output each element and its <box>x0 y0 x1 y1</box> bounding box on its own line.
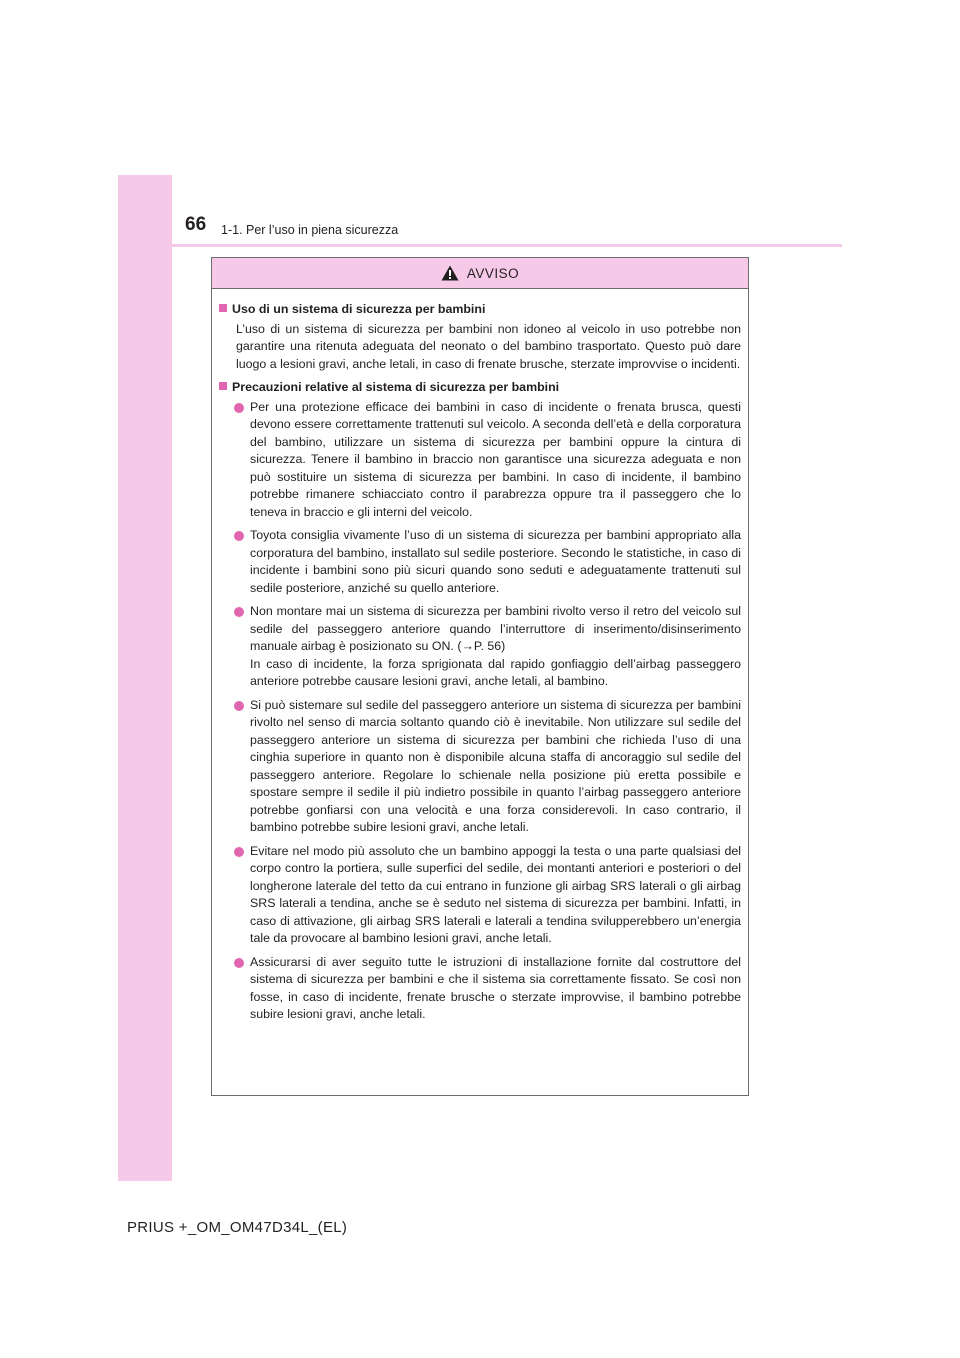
bullet-item <box>219 954 741 1024</box>
bullet-text: Per una protezione efficace dei bambini in caso di incidente o frenata brusca, questi devono essere correttamente trattenuti sul veicolo. A seconda dell’età e della corporatura del bambino, utilizzare un sistema di sicurezza per bambini oppure la cintura di sicurezza. Tenere il bambino in braccio non garantisce una sicurezza adeguata e non può sostituire un sistema di sicurezza per bambini. In caso di incidente, il bambino potrebbe rimanere schiacciato contro il parabrezza oppure tra il passeggero che lo teneva in braccio e gli interni del veicolo. <box>250 399 741 519</box>
bullet-item <box>219 527 741 597</box>
warning-body <box>212 289 748 1024</box>
section-heading <box>219 379 741 397</box>
bullet-text: Evitare nel modo più assoluto che un bambino appoggi la testa o una parte qualsiasi del corpo contro la portiera, sulle superfici del sedile, dei montanti anteriori e posteriori o del longherone laterale del tetto da cui entrano in funzione gli airbag SRS laterali o gli airbag SRS laterali a tendina, anche se è seduto nel sistema di sicurezza per bambini. Infatti, in caso di attivazione, gli airbag SRS laterali e laterali a tendina svilupperebbero un’energia tale da provocare al bambino lesioni gravi, anche letali. <box>250 843 741 945</box>
round-bullet-icon <box>234 531 244 541</box>
section-heading-text: Uso di un sistema di sicurezza per bambini <box>232 302 486 316</box>
bullet-text: Assicurarsi di aver seguito tutte le istruzioni di installazione fornite dal costruttore del sistema di sicurezza per bambini e che il sistema sia correttamente fissato. Se così non fosse, in caso di incidente, frenate brusche o sterzate improvvise, il bambino potrebbe subire lesioni gravi, anche letali. <box>250 954 741 1021</box>
bullet-text: Non montare mai un sistema di sicurezza per bambini rivolto verso il retro del veicolo sul sedile del passeggero anteriore quando l’interruttore di inserimento/disinserimento manuale airbag è posizionato su ON. (→P. 56) <box>250 604 741 653</box>
warning-header <box>212 258 748 289</box>
bullet-text: Si può sistemare sul sedile del passeggero anteriore un sistema di sicurezza per bambini rivolto nel senso di marcia soltanto quando ciò è inevitabile. Non utilizzare sul sedile del passeggero anteriore un sistema di sicurezza per bambini che richieda l’uso di una cinghia superiore in quanto non è disponibile alcuna staffa di ancoraggio sul sedile del passeggero anteriore. Regolare lo schienale nella posizione più eretta possibile e spostare sempre il sedile il più indietro possibile in quanto l’airbag passeggero anteriore potrebbe gonfiarsi con una velocità e una forza considerevoli. In caso contrario, il bambino potrebbe subire lesioni gravi, anche letali. <box>250 697 741 834</box>
document-code: PRIUS +_OM_OM47D34L_(EL) <box>127 1219 348 1236</box>
bullet-item <box>219 399 741 522</box>
square-bullet-icon <box>219 304 227 312</box>
page-number: 66 <box>185 214 207 235</box>
warning-triangle-icon <box>441 265 459 281</box>
bullet-text-continued: In caso di incidente, la forza sprigionata dal rapido gonfiaggio dell’airbag passeggero anteriore potrebbe causare lesioni gravi, anche letali, al bambino. <box>250 656 741 688</box>
round-bullet-icon <box>234 607 244 617</box>
bullet-item <box>219 603 741 691</box>
round-bullet-icon <box>234 701 244 711</box>
side-tab-band <box>118 175 172 1181</box>
warning-box <box>211 257 749 1096</box>
round-bullet-icon <box>234 958 244 968</box>
section-heading <box>219 301 741 319</box>
header-rule <box>172 244 842 247</box>
warning-label: AVVISO <box>466 265 520 281</box>
bullet-item <box>219 697 741 837</box>
bullet-item <box>219 843 741 948</box>
square-bullet-icon <box>219 382 227 390</box>
round-bullet-icon <box>234 847 244 857</box>
section-paragraph: L’uso di un sistema di sicurezza per bambini non idoneo al veicolo in uso potrebbe non garantire una ritenuta adeguata del neonato o del bambino trasportato. Questo può dare luogo a lesioni gravi, anche letali, in caso di frenate brusche, sterzate improvvise o incidenti. <box>236 321 741 371</box>
section-title: 1-1. Per l’uso in piena sicurezza <box>221 223 399 237</box>
bullet-text: Toyota consiglia vivamente l’uso di un sistema di sicurezza per bambini appropriato alla corporatura del bambino, installato sul sedile posteriore. Secondo le statistiche, in caso di incidente i bambini sono più sicuri quando sono seduti e adeguatamente trattenuti sul sedile posteriore, anziché su quello anteriore. <box>250 528 741 595</box>
section-heading-text: Precauzioni relative al sistema di sicurezza per bambini <box>232 380 560 394</box>
round-bullet-icon <box>234 403 244 413</box>
bullet-text-group <box>250 603 741 691</box>
